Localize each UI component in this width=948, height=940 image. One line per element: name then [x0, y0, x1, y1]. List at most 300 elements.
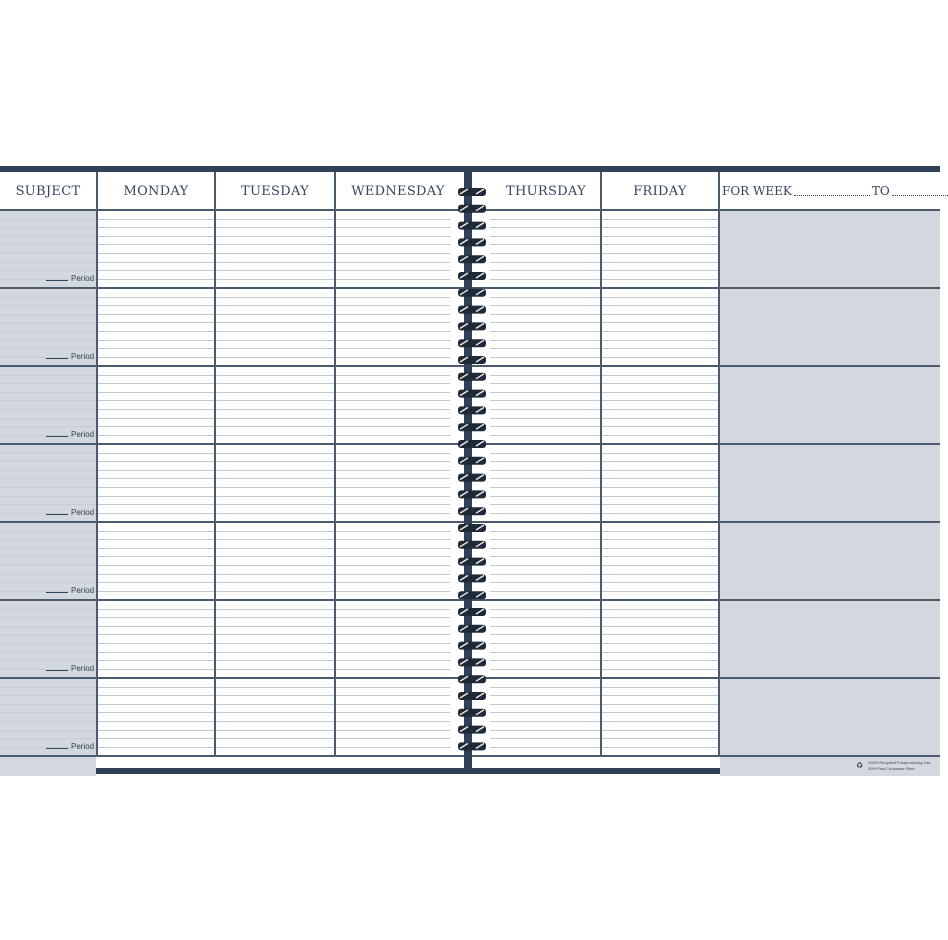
ruled-line	[98, 322, 214, 323]
subject-ruled-line	[0, 262, 96, 263]
ruled-line	[602, 270, 718, 271]
subject-column-shade	[0, 210, 96, 756]
ruled-line	[98, 305, 214, 306]
ruled-line	[490, 314, 600, 315]
subject-ruled-line	[0, 574, 96, 575]
ruled-line	[490, 340, 600, 341]
ruled-line	[336, 704, 450, 705]
period-text: Period	[71, 742, 95, 751]
ruled-line	[602, 504, 718, 505]
ruled-line	[490, 496, 600, 497]
ruled-line	[602, 617, 718, 618]
spiral-coil	[458, 322, 486, 330]
ruled-line	[490, 721, 600, 722]
ruled-line	[336, 617, 450, 618]
ruled-line	[98, 357, 214, 358]
ruled-line	[602, 227, 718, 228]
right-page	[472, 172, 940, 771]
subject-ruled-line	[0, 617, 96, 618]
ruled-line	[490, 322, 600, 323]
ruled-line	[602, 531, 718, 532]
ruled-line	[216, 669, 334, 670]
ruled-line	[490, 643, 600, 644]
ruled-line	[490, 357, 600, 358]
ruled-line	[490, 712, 600, 713]
ruled-line	[602, 721, 718, 722]
ruled-line	[98, 297, 214, 298]
ruled-line	[602, 609, 718, 610]
ruled-line	[216, 617, 334, 618]
ruled-line	[98, 591, 214, 592]
ruled-line	[216, 574, 334, 575]
ruled-line	[490, 331, 600, 332]
ruled-line	[216, 270, 334, 271]
ruled-line	[216, 539, 334, 540]
ruled-line	[490, 704, 600, 705]
ruled-line	[602, 695, 718, 696]
ruled-line	[602, 279, 718, 280]
column-divider	[334, 172, 336, 756]
period-label	[46, 664, 94, 673]
ruled-line	[98, 453, 214, 454]
period-text: Period	[71, 274, 95, 283]
subject-ruled-line	[0, 565, 96, 566]
period-text: Period	[71, 430, 95, 439]
subject-ruled-line	[0, 244, 96, 245]
ruled-line	[336, 582, 450, 583]
for-week-field[interactable]	[722, 184, 948, 198]
ruled-line	[98, 626, 214, 627]
row-divider	[0, 521, 464, 523]
ruled-line	[98, 582, 214, 583]
ruled-line	[216, 305, 334, 306]
ruled-line	[490, 609, 600, 610]
period-blank[interactable]	[46, 669, 68, 671]
row-divider	[0, 599, 464, 601]
ruled-line	[98, 409, 214, 410]
ruled-line	[98, 643, 214, 644]
ruled-line	[216, 279, 334, 280]
ruled-line	[490, 730, 600, 731]
ruled-line	[490, 305, 600, 306]
ruled-line	[336, 634, 450, 635]
ruled-line	[490, 669, 600, 670]
ruled-line	[336, 227, 450, 228]
ruled-line	[216, 331, 334, 332]
spiral-coil	[458, 625, 486, 633]
subject-ruled-line	[0, 453, 96, 454]
ruled-line	[98, 609, 214, 610]
ruled-line	[216, 565, 334, 566]
ruled-line	[216, 227, 334, 228]
column-divider	[600, 172, 602, 756]
spiral-coil	[458, 306, 486, 314]
ruled-line	[216, 219, 334, 220]
ruled-line	[602, 219, 718, 220]
ruled-line	[216, 236, 334, 237]
ruled-line	[336, 435, 450, 436]
ruled-line	[336, 262, 450, 263]
ruled-line	[602, 383, 718, 384]
ruled-line	[216, 730, 334, 731]
ruled-line	[216, 357, 334, 358]
ruled-line	[336, 487, 450, 488]
subject-ruled-line	[0, 400, 96, 401]
spiral-coil	[458, 440, 486, 448]
row-divider	[0, 287, 464, 289]
spiral-coil	[458, 524, 486, 532]
ruled-line	[336, 297, 450, 298]
spiral-coil	[458, 608, 486, 616]
ruled-line	[98, 531, 214, 532]
subject-ruled-line	[0, 730, 96, 731]
subject-ruled-line	[0, 314, 96, 315]
subject-footer-shade	[0, 756, 96, 776]
ruled-line	[490, 383, 600, 384]
ruled-line	[490, 626, 600, 627]
ruled-line	[216, 461, 334, 462]
ruled-line	[602, 348, 718, 349]
ruled-line	[336, 236, 450, 237]
ruled-line	[98, 712, 214, 713]
subject-ruled-line	[0, 626, 96, 627]
spiral-coil	[458, 558, 486, 566]
tuesday-header: TUESDAY	[241, 183, 309, 199]
ruled-line	[336, 721, 450, 722]
ruled-line	[490, 297, 600, 298]
spiral-coil	[458, 272, 486, 280]
ruled-line	[490, 652, 600, 653]
subject-ruled-line	[0, 270, 96, 271]
ruled-line	[98, 435, 214, 436]
row-divider	[472, 443, 940, 445]
ruled-line	[490, 470, 600, 471]
ruled-line	[98, 314, 214, 315]
ruled-line	[602, 548, 718, 549]
ruled-line	[216, 435, 334, 436]
ruled-line	[98, 340, 214, 341]
subject-ruled-line	[0, 504, 96, 505]
period-label	[46, 352, 94, 361]
ruled-line	[336, 730, 450, 731]
subject-ruled-line	[0, 340, 96, 341]
ruled-line	[490, 262, 600, 263]
ruled-line	[216, 400, 334, 401]
subject-ruled-line	[0, 322, 96, 323]
ruled-line	[98, 556, 214, 557]
monday-header: MONDAY	[123, 183, 189, 199]
ruled-line	[602, 253, 718, 254]
to-label: TO	[871, 184, 890, 198]
ruled-line	[98, 565, 214, 566]
subject-ruled-line	[0, 236, 96, 237]
ruled-line	[490, 582, 600, 583]
spiral-coil	[458, 709, 486, 717]
ruled-line	[216, 314, 334, 315]
ruled-line	[98, 219, 214, 220]
ruled-line	[216, 747, 334, 748]
ruled-line	[602, 461, 718, 462]
ruled-line	[216, 721, 334, 722]
subject-ruled-line	[0, 556, 96, 557]
ruled-line	[490, 227, 600, 228]
ruled-line	[336, 565, 450, 566]
ruled-line	[602, 487, 718, 488]
spiral-coil	[458, 423, 486, 431]
ruled-line	[98, 236, 214, 237]
ruled-line	[336, 253, 450, 254]
recycle-icon: ♻	[856, 761, 864, 770]
ruled-line	[98, 418, 214, 419]
period-blank[interactable]	[46, 591, 68, 593]
row-divider	[472, 599, 940, 601]
ruled-line	[490, 634, 600, 635]
subject-ruled-line	[0, 609, 96, 610]
ruled-line	[336, 279, 450, 280]
period-blank[interactable]	[46, 747, 68, 749]
ruled-line	[490, 591, 600, 592]
row-divider	[472, 755, 940, 757]
ruled-line	[602, 660, 718, 661]
ruled-line	[98, 279, 214, 280]
subject-ruled-line	[0, 582, 96, 583]
ruled-line	[602, 730, 718, 731]
ruled-line	[602, 453, 718, 454]
ruled-line	[336, 643, 450, 644]
ruled-line	[336, 478, 450, 479]
ruled-line	[490, 348, 600, 349]
subject-ruled-line	[0, 487, 96, 488]
ruled-line	[490, 539, 600, 540]
spiral-coil	[458, 222, 486, 230]
ruled-line	[602, 244, 718, 245]
ruled-line	[490, 418, 600, 419]
subject-ruled-line	[0, 409, 96, 410]
ruled-line	[336, 418, 450, 419]
ruled-line	[602, 539, 718, 540]
spiral-coil	[458, 457, 486, 465]
ruled-line	[490, 556, 600, 557]
subject-ruled-line	[0, 426, 96, 427]
ruled-line	[490, 738, 600, 739]
subject-ruled-line	[0, 418, 96, 419]
ruled-line	[602, 687, 718, 688]
ruled-line	[216, 626, 334, 627]
ruled-line	[336, 591, 450, 592]
ruled-line	[98, 262, 214, 263]
period-label	[46, 742, 94, 751]
ruled-line	[490, 478, 600, 479]
ruled-line	[336, 609, 450, 610]
ruled-line	[98, 227, 214, 228]
ruled-line	[336, 695, 450, 696]
row-divider	[472, 209, 940, 211]
ruled-line	[98, 461, 214, 462]
spiral-coil	[458, 205, 486, 213]
ruled-line	[602, 747, 718, 748]
ruled-line	[98, 513, 214, 514]
subject-ruled-line	[0, 721, 96, 722]
period-label	[46, 274, 94, 283]
ruled-line	[216, 375, 334, 376]
ruled-line	[98, 478, 214, 479]
row-divider	[472, 365, 940, 367]
spiral-coil	[458, 339, 486, 347]
subject-ruled-line	[0, 539, 96, 540]
spiral-coil	[458, 238, 486, 246]
ruled-line	[98, 730, 214, 731]
ruled-line	[216, 643, 334, 644]
for-week-start-blank[interactable]	[794, 194, 870, 196]
ruled-line	[216, 695, 334, 696]
ruled-line	[216, 409, 334, 410]
row-divider	[0, 443, 464, 445]
ruled-line	[98, 487, 214, 488]
ruled-line	[98, 704, 214, 705]
subject-ruled-line	[0, 548, 96, 549]
ruled-line	[98, 574, 214, 575]
ruled-line	[602, 236, 718, 237]
ruled-line	[490, 660, 600, 661]
period-label	[46, 508, 94, 517]
subject-ruled-line	[0, 695, 96, 696]
ruled-line	[216, 548, 334, 549]
subject-ruled-line	[0, 348, 96, 349]
ruled-line	[336, 461, 450, 462]
subject-ruled-line	[0, 478, 96, 479]
ruled-line	[98, 617, 214, 618]
ruled-line	[336, 747, 450, 748]
ruled-line	[336, 513, 450, 514]
subject-ruled-line	[0, 496, 96, 497]
ruled-line	[98, 695, 214, 696]
ruled-line	[602, 426, 718, 427]
subject-ruled-line	[0, 461, 96, 462]
ruled-line	[216, 426, 334, 427]
ruled-line	[98, 539, 214, 540]
subject-ruled-line	[0, 253, 96, 254]
left-page	[0, 172, 464, 768]
ruled-line	[336, 539, 450, 540]
ruled-line	[602, 582, 718, 583]
period-blank[interactable]	[46, 513, 68, 515]
spiral-coil	[458, 541, 486, 549]
ruled-line	[216, 531, 334, 532]
ruled-line	[336, 340, 450, 341]
spiral-coil	[458, 591, 486, 599]
row-divider	[0, 755, 464, 757]
ruled-line	[98, 669, 214, 670]
spiral-coil	[458, 406, 486, 414]
ruled-line	[602, 297, 718, 298]
ruled-line	[336, 453, 450, 454]
ruled-line	[98, 738, 214, 739]
subject-ruled-line	[0, 470, 96, 471]
ruled-line	[336, 348, 450, 349]
ruled-line	[216, 262, 334, 263]
subject-ruled-line	[0, 305, 96, 306]
ruled-line	[336, 669, 450, 670]
ruled-line	[336, 314, 450, 315]
subject-ruled-line	[0, 704, 96, 705]
ruled-line	[602, 392, 718, 393]
ruled-line	[602, 409, 718, 410]
subject-ruled-line	[0, 297, 96, 298]
period-label	[46, 430, 94, 439]
footer-note-2: 30% Post Consumer Fiber	[868, 766, 915, 771]
ruled-line	[336, 244, 450, 245]
ruled-line	[336, 548, 450, 549]
column-divider	[718, 172, 720, 756]
spiral-coil	[458, 474, 486, 482]
ruled-line	[602, 400, 718, 401]
spiral-coil	[458, 675, 486, 683]
row-divider	[472, 287, 940, 289]
spiral-binding	[450, 182, 494, 758]
ruled-line	[98, 634, 214, 635]
ruled-line	[336, 426, 450, 427]
period-blank[interactable]	[46, 279, 68, 281]
ruled-line	[336, 660, 450, 661]
ruled-line	[602, 357, 718, 358]
row-divider	[472, 677, 940, 679]
ruled-line	[336, 219, 450, 220]
spiral-coil	[458, 742, 486, 750]
ruled-line	[602, 496, 718, 497]
ruled-line	[98, 747, 214, 748]
for-week-end-blank[interactable]	[892, 194, 948, 196]
period-blank[interactable]	[46, 357, 68, 359]
for-week-label: FOR WEEK	[722, 184, 792, 198]
ruled-line	[98, 253, 214, 254]
subject-ruled-line	[0, 383, 96, 384]
ruled-line	[490, 548, 600, 549]
spiral-coil	[458, 188, 486, 196]
ruled-line	[602, 712, 718, 713]
ruled-line	[602, 513, 718, 514]
ruled-line	[216, 712, 334, 713]
ruled-line	[98, 721, 214, 722]
ruled-line	[602, 305, 718, 306]
row-divider	[472, 521, 940, 523]
period-text: Period	[71, 508, 95, 517]
ruled-line	[336, 409, 450, 410]
ruled-line	[216, 244, 334, 245]
ruled-line	[336, 712, 450, 713]
ruled-line	[602, 314, 718, 315]
ruled-line	[216, 687, 334, 688]
ruled-line	[98, 660, 214, 661]
subject-ruled-line	[0, 531, 96, 532]
ruled-line	[602, 565, 718, 566]
column-divider	[214, 172, 216, 756]
ruled-line	[216, 738, 334, 739]
ruled-line	[336, 626, 450, 627]
ruled-line	[602, 738, 718, 739]
ruled-line	[490, 426, 600, 427]
subject-ruled-line	[0, 652, 96, 653]
period-blank[interactable]	[46, 435, 68, 437]
spiral-coil	[458, 658, 486, 666]
subject-header: SUBJECT	[15, 183, 81, 199]
ruled-line	[336, 687, 450, 688]
ruled-line	[490, 461, 600, 462]
row-divider	[0, 365, 464, 367]
ruled-line	[336, 357, 450, 358]
ruled-line	[336, 496, 450, 497]
ruled-line	[98, 270, 214, 271]
ruled-line	[336, 504, 450, 505]
